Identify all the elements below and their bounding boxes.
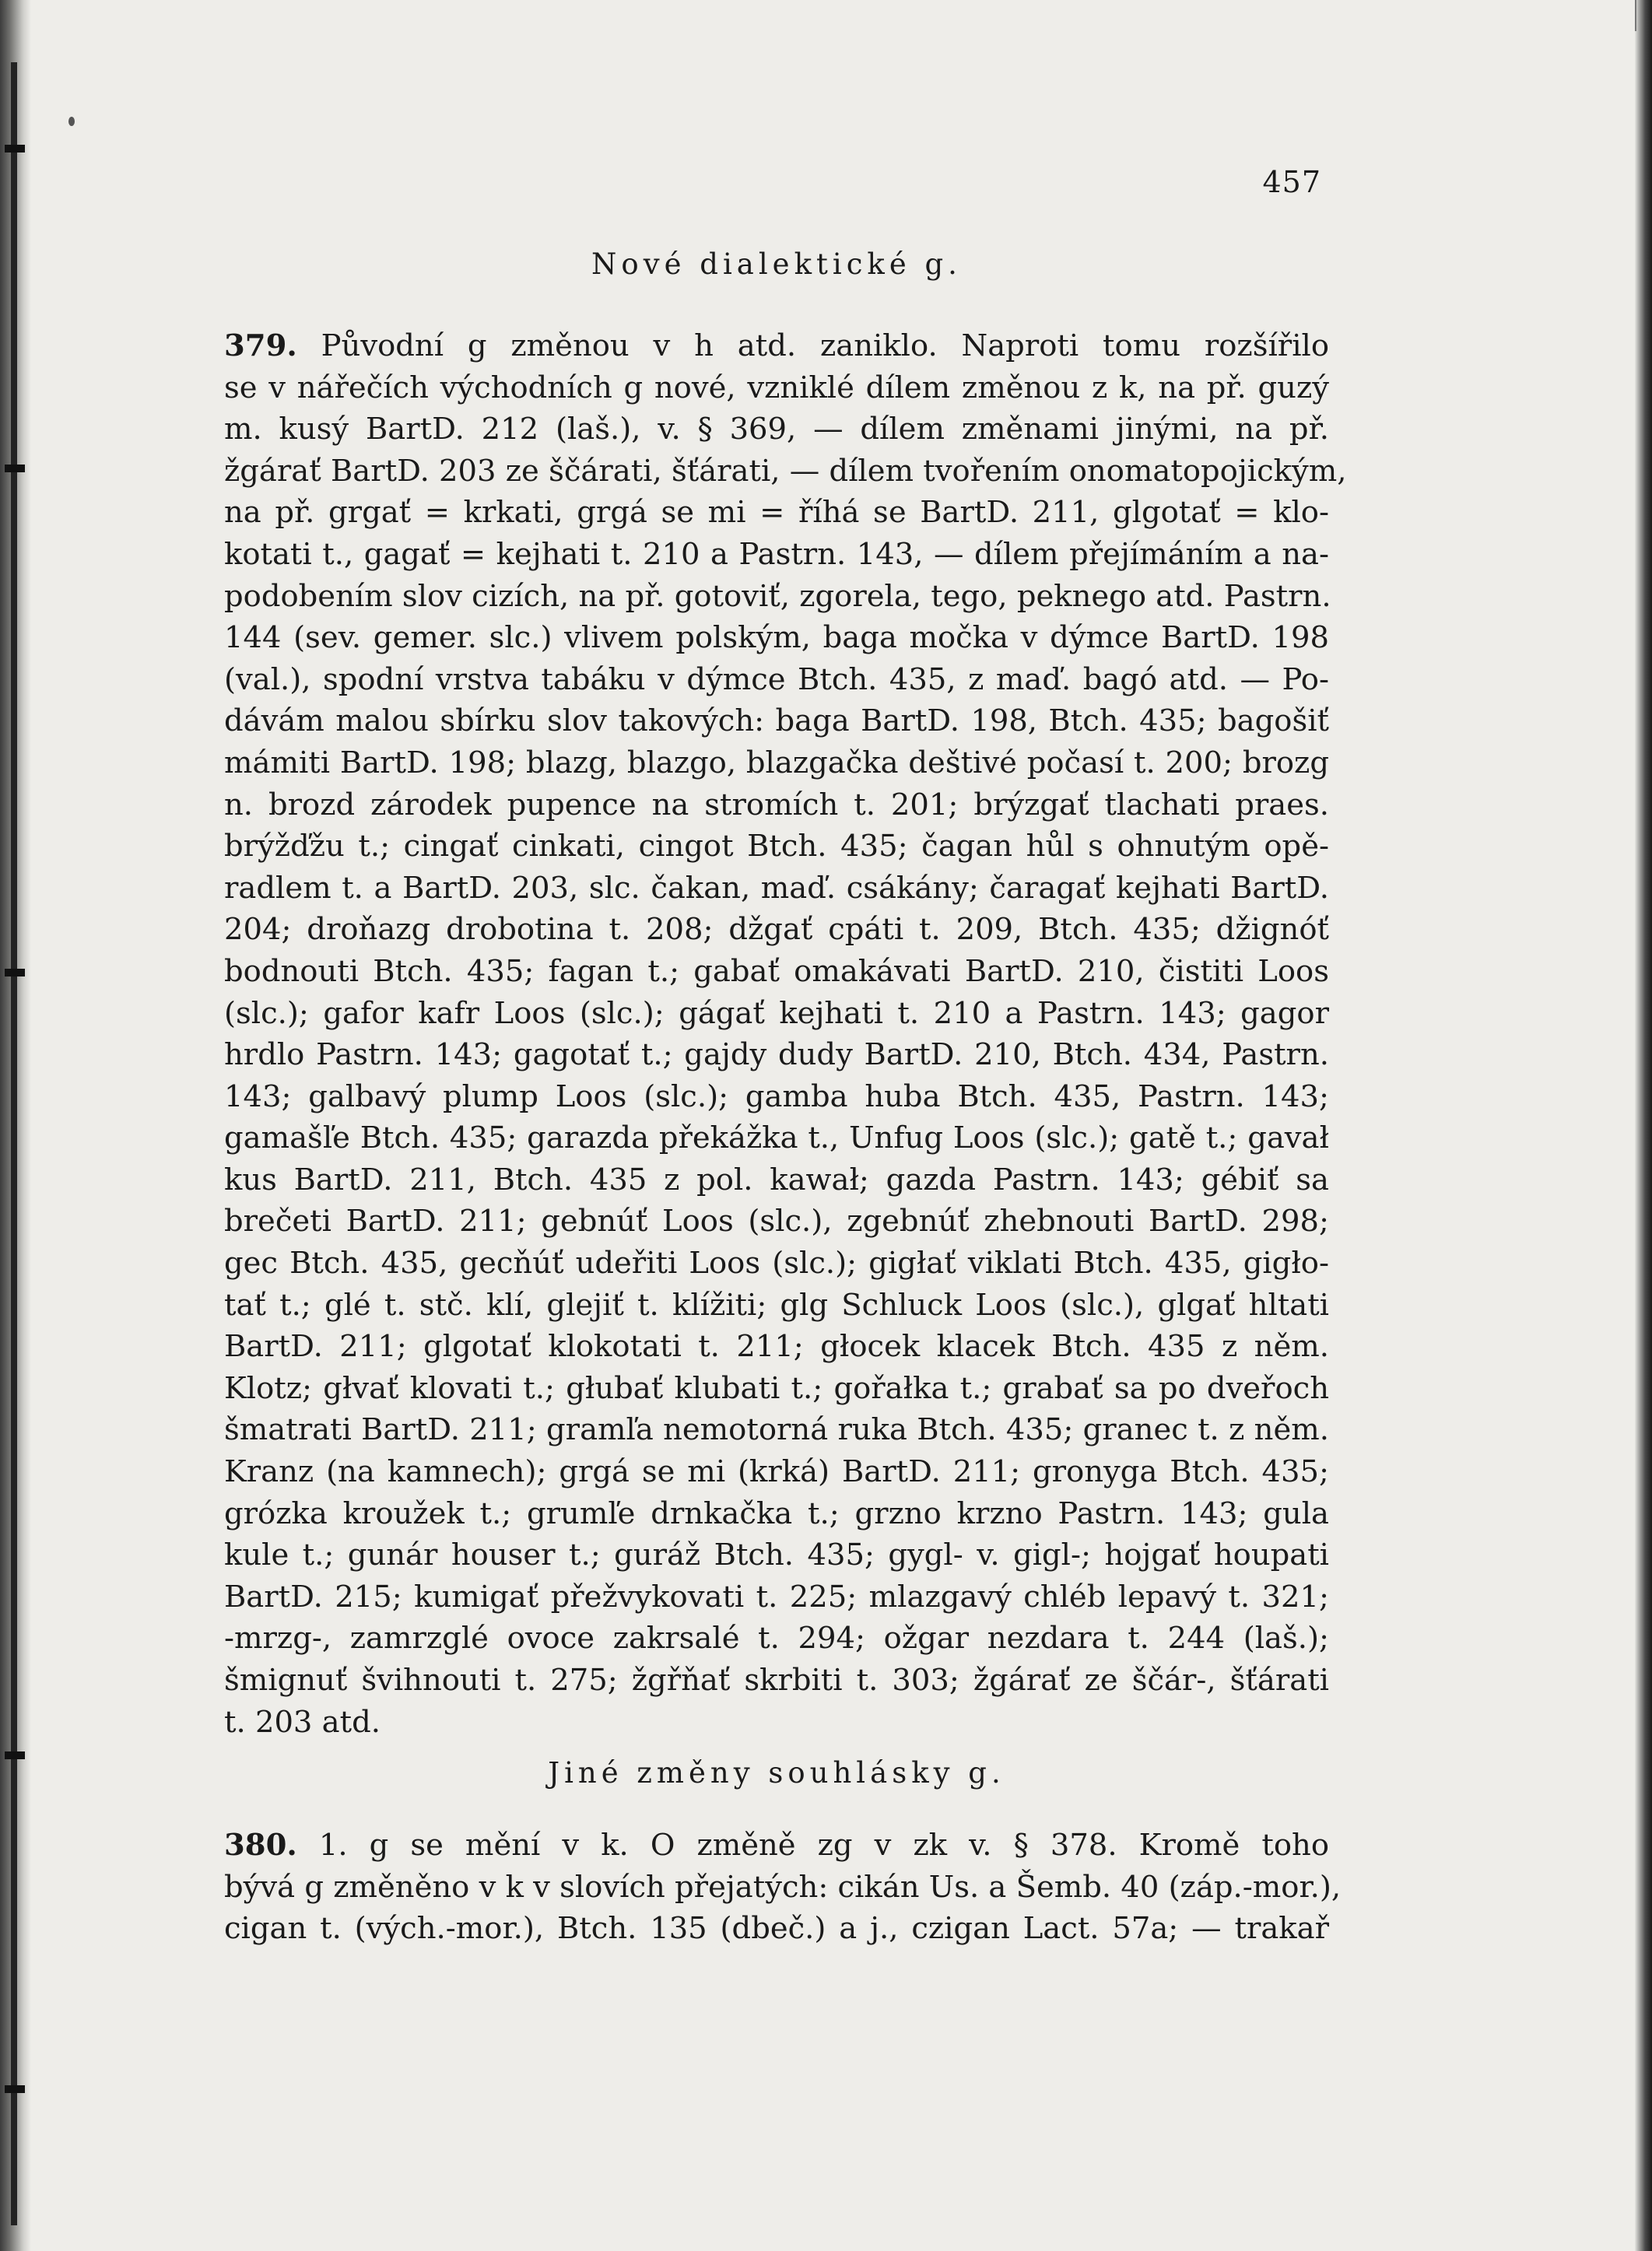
text-line: 204; droňazg drobotina t. 208; džgať cpáti t. 209, Btch. 435; džignóť (224, 912, 1329, 948)
text-line: dávám malou sbírku slov takových: baga BartD. 198, Btch. 435; bagošiť (224, 703, 1329, 739)
text-line: Klotz; głvať klovati t.; głubať klubati t.; gořałka t.; grabať sa po dveřoch (224, 1370, 1329, 1406)
text-line: šmatrati BartD. 211; gramľa nemotorná ruka Btch. 435; granec t. z něm. (224, 1412, 1329, 1448)
text-line: Kranz (na kamnech); grgá se mi (krká) BartD. 211; gronyga Btch. 435; (224, 1454, 1329, 1490)
text-line: cigan t. (vých.-mor.), Btch. 135 (dbeč.) a j., czigan Lact. 57a; — trakař (224, 1911, 1329, 1947)
text-line: -mrzg-, zamrzglé ovoce zakrsalé t. 294; ožgar nezdara t. 244 (laš.); (224, 1621, 1329, 1657)
scan-binding-mark (5, 2085, 25, 2093)
text-line: t. 203 atd. (224, 1704, 381, 1740)
text-line: BartD. 215; kumigať přežvykovati t. 225; mlazgavý chléb lepavý t. 321; (224, 1579, 1329, 1615)
text-line: 143; galbavý plump Loos (slc.); gamba huba Btch. 435, Pastrn. 143; (224, 1078, 1329, 1114)
scan-binding-mark (5, 145, 25, 153)
text-line: bývá g změněno v k v slovích přejatých: cikán Us. a Šemb. 40 (záp.-mor.), (224, 1869, 1342, 1905)
ink-speck (68, 117, 75, 126)
text-line: hrdlo Pastrn. 143; gagotať t.; gajdy dudy BartD. 210, Btch. 434, Pastrn. (224, 1037, 1329, 1073)
text-line: žgárať BartD. 203 ze ščárati, šťárati, — dílem tvořením onomatopojickým, (224, 453, 1347, 489)
paragraph-379 (224, 325, 1347, 1743)
text-line: m. kusý BartD. 212 (laš.), v. § 369, — dílem změnami jinými, na př. (224, 412, 1329, 447)
text-line: 144 (sev. gemer. slc.) vlivem polským, baga močka v dýmce BartD. 198 (224, 620, 1329, 656)
paragraph-number: 379. (224, 328, 297, 363)
text-line (224, 1825, 1329, 1867)
scan-binding-mark (5, 969, 25, 976)
scan-binding-mark (5, 1751, 25, 1759)
text-line: brečeti BartD. 211; gebnúť Loos (slc.), zgebnúť zhebnouti BartD. 298; (224, 1204, 1329, 1239)
text-line: gamašľe Btch. 435; garazda překážka t., Unfug Loos (slc.); gatě t.; gavał (224, 1120, 1329, 1156)
text-line: se v nářečích východních g nové, vzniklé dílem změnou z k, na př. guzý (224, 370, 1329, 405)
paragraph-number: 380. (224, 1828, 297, 1863)
scan-right-edge-shadow (1635, 0, 1652, 2251)
scan-binding-mark (5, 465, 25, 472)
scan-right-edge-line (1635, 0, 1636, 31)
text-line: kus BartD. 211, Btch. 435 z pol. kawał; gazda Pastrn. 143; gébiť sa (224, 1162, 1329, 1197)
text-line: podobením slov cizích, na př. gotoviť, zgorela, tego, peknego atd. Pastrn. (224, 578, 1331, 614)
text-line: grózka kroužek t.; grumľe drnkačka t.; grzno krzno Pastrn. 143; gula (224, 1495, 1329, 1531)
text-line: radlem t. a BartD. 203, slc. čakan, maď. csákány; čaragať kejhati BartD. (224, 870, 1329, 906)
text-line: (val.), spodní vrstva tabáku v dýmce Btch. 435, z maď. bagó atd. — Po- (224, 661, 1329, 697)
text-line: na př. grgať = krkati, grgá se mi = říhá se BartD. 211, glgotať = klo- (224, 495, 1329, 531)
page-number: 457 (1262, 165, 1321, 199)
text-line: tať t.; glé t. stč. klí, glejiť t. klížiti; glg Schluck Loos (slc.), glgať hltati (224, 1287, 1329, 1323)
text-line (224, 325, 1329, 367)
text-line-content: Původní g změnou v h atd. zaniklo. Naproti tomu rozšířilo (321, 328, 1329, 363)
text-line-content: 1. g se mění v k. O změně zg v zk v. § 378. Kromě toho (318, 1828, 1329, 1863)
text-line: bodnouti Btch. 435; fagan t.; gabať omakávati BartD. 210, čistiti Loos (224, 953, 1329, 989)
section-heading-new-dialect-g: Nové dialektické g. (591, 247, 962, 281)
text-line: (slc.); gafor kafr Loos (slc.); gágať kejhati t. 210 a Pastrn. 143; gagor (224, 995, 1329, 1031)
text-line: kotati t., gagať = kejhati t. 210 a Pastrn. 143, — dílem přejímáním a na- (224, 536, 1329, 572)
text-line: gec Btch. 435, gecňúť udeřiti Loos (slc.); gigłať viklati Btch. 435, gigło- (224, 1246, 1329, 1282)
text-line: šmignuť švihnouti t. 275; žgřňať skrbiti t. 303; žgárať ze ščár-, šťárati (224, 1663, 1329, 1698)
scan-spine-edge (11, 62, 17, 2225)
text-line: kule t.; gunár houser t.; guráž Btch. 435; gygl- v. gigl-; hojgať houpati (224, 1537, 1329, 1573)
paragraph-380 (224, 1825, 1342, 1950)
text-line: mámiti BartD. 198; blazg, blazgo, blazgačka deštivé počasí t. 200; brozg (224, 745, 1329, 780)
text-line: n. brozd zárodek pupence na stromích t. 201; brýzgať tlachati praes. (224, 787, 1329, 822)
text-line: BartD. 211; glgotať klokotati t. 211; głocek klacek Btch. 435 z něm. (224, 1329, 1329, 1365)
section-heading-other-changes-g: Jiné změny souhlásky g. (548, 1756, 1005, 1790)
text-line: brýžďžu t.; cingať cinkati, cingot Btch. 435; čagan hůl s ohnutým opě- (224, 829, 1329, 864)
